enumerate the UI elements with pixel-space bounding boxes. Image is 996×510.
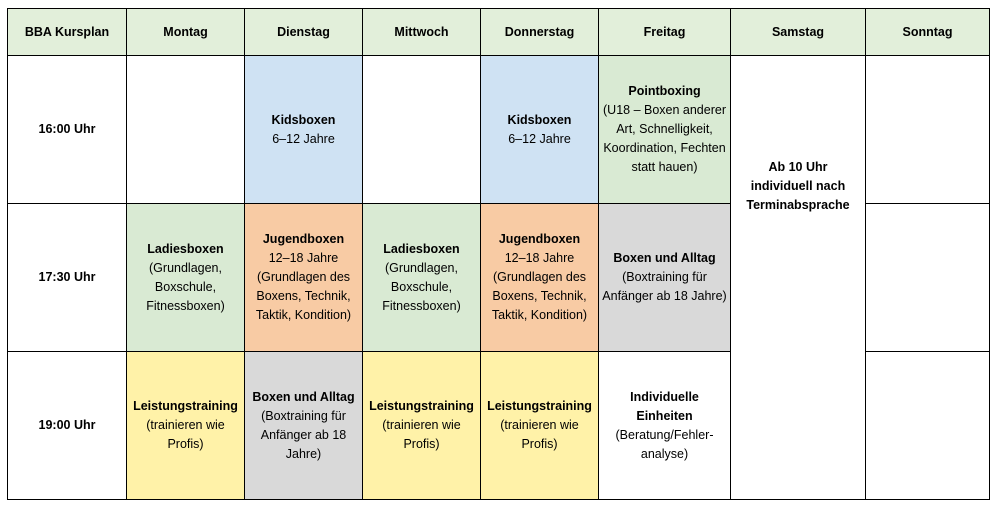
header-sonntag: Sonntag: [866, 9, 990, 56]
course-desc: (trainieren wie Profis): [146, 418, 225, 451]
header-mittwoch: Mittwoch: [363, 9, 481, 56]
cell-so-1730: [866, 204, 990, 352]
course-title: Boxen und Alltag: [613, 251, 716, 265]
course-desc: (Boxtraining für Anfänger ab 18 Jahre): [602, 270, 727, 303]
time-1730: 17:30 Uhr: [8, 204, 127, 352]
cell-mo-1600: [127, 56, 245, 204]
course-title: Kidsboxen: [271, 112, 336, 127]
course-title: Leistungstraining: [369, 399, 474, 413]
course-title: Leistungstraining: [133, 399, 238, 413]
course-desc: (Grundlagen, Boxschule, Fitnessboxen): [146, 260, 225, 313]
course-title: Jugendboxen: [262, 232, 345, 246]
cell-mi-1730: [363, 204, 481, 352]
course-desc: (trainieren wie Profis): [382, 418, 461, 451]
header-dienstag: Dienstag: [245, 9, 363, 56]
cell-di-1730: [245, 204, 363, 352]
course-plan-table: [7, 8, 990, 500]
course-desc: (U18 – Boxen anderer Art, Schnelligkeit, Koordination, Fechten statt hauen): [603, 103, 726, 174]
course-desc: (trainieren wie Profis): [500, 418, 579, 451]
header-montag: Montag: [127, 9, 245, 56]
cell-do-1730: [481, 204, 599, 352]
course-desc: (Grundlagen, Boxschule, Fitnessboxen): [382, 260, 461, 313]
cell-mo-1900: [127, 352, 245, 500]
time-1900: 19:00 Uhr: [8, 352, 127, 500]
cell-mo-1730: [127, 204, 245, 352]
cell-fr-1730: [599, 204, 731, 352]
cell-do-1900: [481, 352, 599, 500]
course-title: Ladiesboxen: [383, 241, 460, 256]
course-title: Kidsboxen: [507, 112, 572, 127]
time-1600: 16:00 Uhr: [8, 56, 127, 204]
samstag-note: Ab 10 Uhr individuell nach Terminabsprache: [746, 159, 850, 212]
cell-samstag: [731, 56, 866, 500]
cell-di-1600: [245, 56, 363, 204]
course-desc: (Beratung/Fehler-analyse): [615, 427, 714, 461]
cell-so-1600: [866, 56, 990, 204]
cell-do-1600: [481, 56, 599, 204]
course-title: Individuelle Einheiten: [630, 389, 699, 423]
course-desc: 12–18 Jahre (Grundlagen des Boxens, Technik, Taktik, Kondition): [255, 251, 352, 322]
course-desc: (Boxtraining für Anfänger ab 18 Jahre): [260, 408, 347, 461]
course-desc: 6–12 Jahre: [508, 131, 571, 146]
course-title: Ladiesboxen: [147, 241, 224, 256]
cell-di-1900: [245, 352, 363, 500]
header-plan-title: BBA Kursplan: [8, 9, 127, 56]
course-title: Boxen und Alltag: [252, 389, 355, 404]
cell-mi-1600: [363, 56, 481, 204]
course-desc: 6–12 Jahre: [272, 131, 335, 146]
header-row: [8, 9, 990, 56]
cell-fr-1900: [599, 352, 731, 500]
cell-mi-1900: [363, 352, 481, 500]
course-title: Leistungstraining: [487, 399, 592, 413]
cell-so-1900: [866, 352, 990, 500]
cell-fr-1600: [599, 56, 731, 204]
course-title: Jugendboxen: [498, 232, 581, 246]
row-1600: [8, 56, 990, 204]
course-desc: 12–18 Jahre (Grundlagen des Boxens, Technik, Taktik, Kondition): [491, 251, 588, 322]
course-title: Pointboxing: [628, 84, 701, 98]
header-donnerstag: Donnerstag: [481, 9, 599, 56]
header-samstag: Samstag: [731, 9, 866, 56]
header-freitag: Freitag: [599, 9, 731, 56]
